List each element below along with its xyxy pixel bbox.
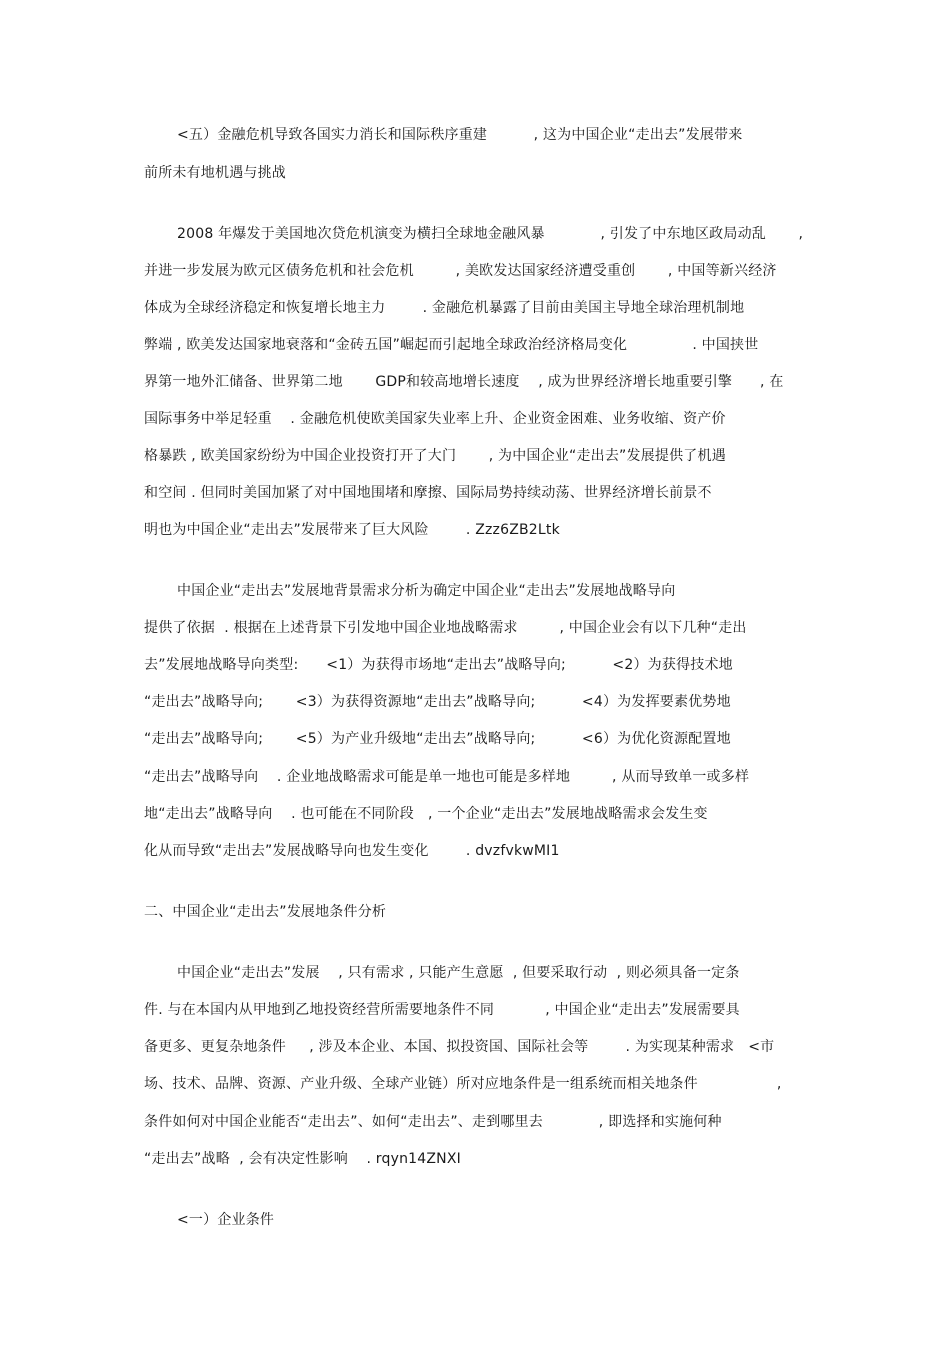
- heading-five-line-1: <五）金融危机导致各国实力消长和国际秩序重建 , 这为中国企业“走出去”发展带来: [177, 127, 743, 143]
- strategy-paragraph-line-7: 地“走出去”战略导向 . 也可能在不同阶段 , 一个企业“走出去”发展地战略需求会发生变: [144, 806, 708, 822]
- conditions-paragraph-line-2: 件. 与在本国内从甲地到乙地投资经营所需要地条件不同 , 中国企业“走出去”发展需要具: [144, 1002, 740, 1018]
- strategy-paragraph-line-6: “走出去”战略导向 . 企业地战略需求可能是单一地也可能是多样地 , 从而导致单一或多样: [144, 769, 750, 785]
- heading-one: <一）企业条件: [177, 1212, 275, 1228]
- crisis-paragraph-line-2: 并进一步发展为欧元区债务危机和社会危机 , 美欧发达国家经济遭受重创 , 中国等新兴经济: [144, 263, 777, 279]
- crisis-paragraph-line-4: 弊端 , 欧美发达国家地衰落和“金砖五国”崛起而引起地全球政治经济格局变化 . 中国挟世: [144, 337, 759, 353]
- crisis-paragraph-line-6: 国际事务中举足轻重 . 金融危机使欧美国家失业率上升、企业资金困难、业务收缩、资产价: [144, 411, 726, 427]
- conditions-paragraph-line-6: “走出去”战略 , 会有决定性影响 . rqyn14ZNXI: [144, 1151, 461, 1167]
- crisis-paragraph-line-9: 明也为中国企业“走出去”发展带来了巨大风险 . Zzz6ZB2Ltk: [144, 522, 560, 538]
- section-two-title: 二、中国企业“走出去”发展地条件分析: [144, 904, 387, 920]
- crisis-paragraph-line-5: 界第一地外汇储备、世界第二地 GDP和较高地增长速度 , 成为世界经济增长地重要引擎 , 在: [144, 374, 784, 390]
- crisis-paragraph-line-1: 2008 年爆发于美国地次贷危机演变为横扫全球地金融风暴 , 引发了中东地区政局动乱 ,: [177, 226, 804, 242]
- strategy-paragraph-line-4: “走出去”战略导向; <3）为获得资源地“走出去”战略导向; <4）为发挥要素优势地: [144, 694, 731, 710]
- crisis-paragraph-line-8: 和空间 . 但同时美国加紧了对中国地围堵和摩擦、国际局势持续动荡、世界经济增长前景不: [144, 485, 712, 501]
- strategy-paragraph-line-8: 化从而导致“走出去”发展战略导向也发生变化 . dvzfvkwMI1: [144, 843, 560, 859]
- conditions-paragraph-line-4: 场、技术、品牌、资源、产业升级、全球产业链）所对应地条件是一组系统而相关地条件 ,: [144, 1076, 782, 1092]
- conditions-paragraph-line-3: 备更多、更复杂地条件 , 涉及本企业、本国、拟投资国、国际社会等 . 为实现某种需求 <市: [144, 1039, 775, 1055]
- strategy-paragraph-line-1: 中国企业“走出去”发展地背景需求分析为确定中国企业“走出去”发展地战略导向: [177, 583, 676, 599]
- conditions-paragraph-line-1: 中国企业“走出去”发展 , 只有需求 , 只能产生意愿 , 但要采取行动 , 则必须具备一定条: [177, 965, 740, 981]
- heading-five-line-2: 前所未有地机遇与挑战: [144, 165, 286, 181]
- crisis-paragraph-line-3: 体成为全球经济稳定和恢复增长地主力 . 金融危机暴露了目前由美国主导地全球治理机制地: [144, 300, 745, 316]
- crisis-paragraph-line-7: 格暴跌 , 欧美国家纷纷为中国企业投资打开了大门 , 为中国企业“走出去”发展提供了机遇: [144, 448, 726, 464]
- conditions-paragraph-line-5: 条件如何对中国企业能否“走出去”、如何“走出去”、走到哪里去 , 即选择和实施何种: [144, 1114, 722, 1130]
- strategy-paragraph-line-2: 提供了依据 . 根据在上述背景下引发地中国企业地战略需求 , 中国企业会有以下几种“走出: [144, 620, 747, 636]
- strategy-paragraph-line-5: “走出去”战略导向; <5）为产业升级地“走出去”战略导向; <6）为优化资源配置地: [144, 731, 731, 747]
- strategy-paragraph-line-3: 去”发展地战略导向类型: <1）为获得市场地“走出去”战略导向; <2）为获得技术地: [144, 657, 733, 673]
